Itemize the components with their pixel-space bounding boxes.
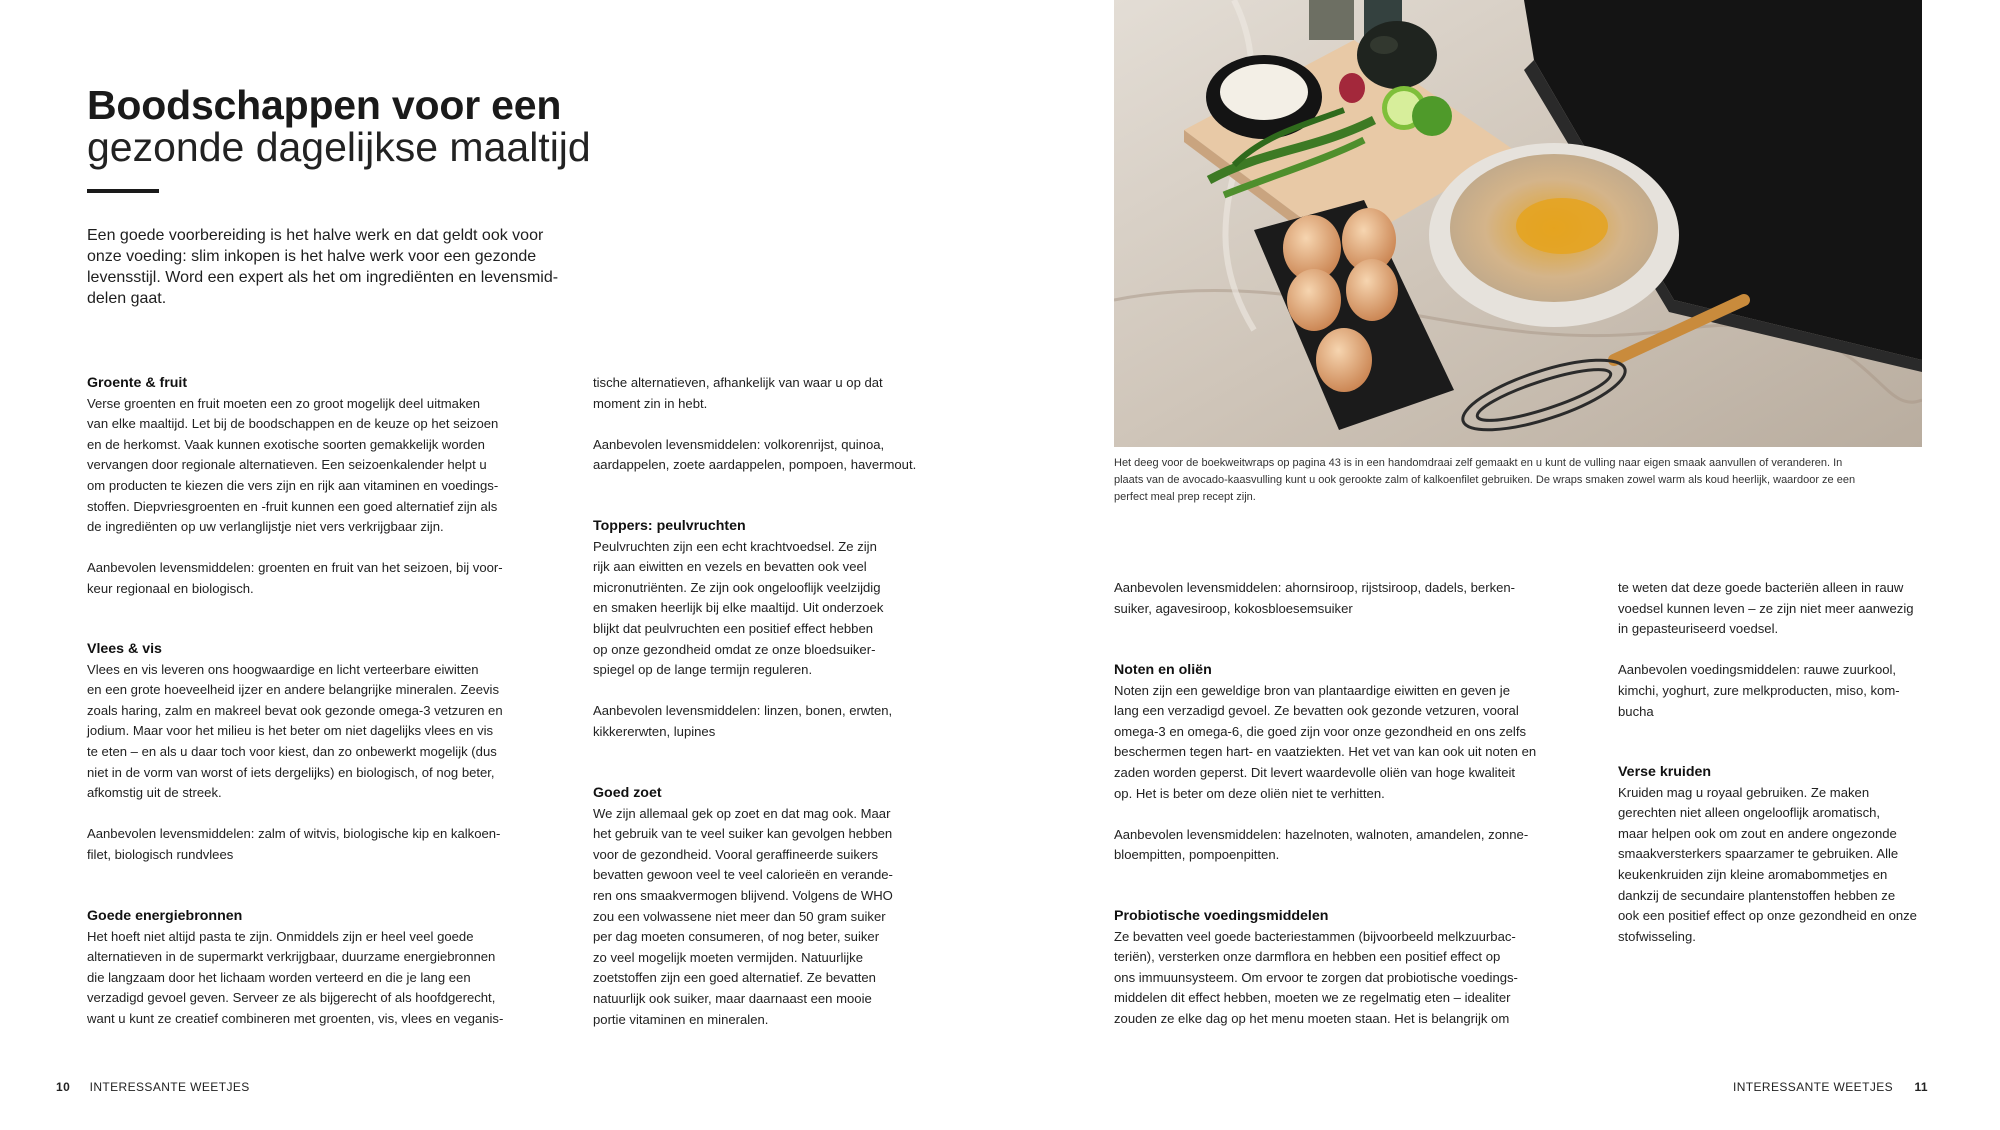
body-line: zoals haring, zalm en makreel bevat ook gezonde omega-3 vetzuren en <box>87 702 503 718</box>
recommended-foods <box>593 701 1063 742</box>
page-title-light: gezonde dagelijkse maaltijd <box>87 124 591 170</box>
body-line: niet in de vorm van worst of iets dergelijks) en biologisch, of nog beter, <box>87 764 495 780</box>
body-line: voedsel kunnen leven – ze zijn niet meer aanwezig <box>1618 600 1914 616</box>
body-line: gerechten niet alleen ongelooflijk aromatisch, <box>1618 805 1881 821</box>
body-line: filet, biologisch rundvlees <box>87 846 234 862</box>
body-line: Aanbevolen levensmiddelen: hazelnoten, walnoten, amandelen, zonne- <box>1114 826 1529 842</box>
section-body <box>87 660 557 804</box>
body-line: kimchi, yoghurt, zure melkproducten, miso, kom- <box>1618 682 1900 698</box>
body-line: Aanbevolen levensmiddelen: linzen, bonen, erwten, <box>593 703 893 719</box>
body-line: ons immuunsysteem. Om ervoor te zorgen dat probiotische voedings- <box>1114 969 1518 985</box>
body-line: micronutriënten. Ze zijn ook ongelooflijk veelzijdig <box>593 579 881 595</box>
body-line: ook een positief effect op onze gezondheid en onze <box>1618 908 1917 924</box>
body-line: bloempitten, pompoenpitten. <box>1114 847 1280 863</box>
body-line: voor de gezondheid. Vooral geraffineerde suikers <box>593 846 879 862</box>
body-line: verzadigd gevoel geven. Serveer ze als bijgerecht of als hoofdgerecht, <box>87 990 496 1006</box>
section-heading: Toppers: peulvruchten <box>593 518 746 534</box>
section-body <box>1618 783 2000 948</box>
section-heading: Verse kruiden <box>1618 764 1712 780</box>
section-body <box>1114 927 1584 1030</box>
section-heading: Goed zoet <box>593 785 662 801</box>
body-line: op onze gezondheid omdat ze onze bloedsuiker- <box>593 641 876 657</box>
body-line: keur regionaal en biologisch. <box>87 580 254 596</box>
body-line: zoetstoffen zijn een goed alternatief. Ze bevatten <box>593 970 876 986</box>
footer-left <box>56 1080 250 1094</box>
section-probiotische-voedingsmiddelen <box>1114 906 1584 1030</box>
body-line: want u kunt ze creatief combineren met groenten, vis, vlees en veganis- <box>87 1010 504 1026</box>
title-underline <box>87 189 159 193</box>
body-line: teriën), versterken onze darmflora en hebben een positief effect op <box>1114 949 1501 965</box>
recommended-foods <box>1114 825 1584 866</box>
body-line: afkomstig uit de streek. <box>87 785 222 801</box>
body-line: Aanbevolen levensmiddelen: groenten en fruit van het seizoen, bij voor- <box>87 560 503 576</box>
body-line: middelen dit effect hebben, moeten we ze regelmatig eten – idealiter <box>1114 990 1511 1006</box>
body-line: beschermen tegen hart- en vaatziekten. Het vet van kan ook uit noten en <box>1114 744 1537 760</box>
intro-line: delen gaat. <box>87 290 167 307</box>
section-groente-fruit <box>87 373 557 600</box>
body-line: lang een verzadigd gevoel. Ze bevatten ook gezonde vetzuren, vooral <box>1114 703 1519 719</box>
body-line: ren ons smaakvermogen blijvend. Volgens de WHO <box>593 887 893 903</box>
body-line: stofwisseling. <box>1618 928 1696 944</box>
section-vlees-vis <box>87 639 557 866</box>
body-line: aardappelen, zoete aardappelen, pompoen, havermout. <box>593 457 917 473</box>
section-heading: Groente & fruit <box>87 375 188 391</box>
running-title-right: INTERESSANTE WEETJES <box>1733 1080 1894 1094</box>
body-line: Peulvruchten zijn een echt krachtvoedsel. Ze zijn <box>593 538 877 554</box>
body-line: Ze bevatten veel goede bacteriestammen (bijvoorbeeld melkzuurbac- <box>1114 928 1516 944</box>
body-line: omega-3 en omega-6, die goed zijn voor onze gezondheid en ons zelfs <box>1114 723 1526 739</box>
body-line: portie vitaminen en mineralen. <box>593 1011 769 1027</box>
body-line: Aanbevolen voedingsmiddelen: rauwe zuurkool, <box>1618 662 1897 678</box>
intro-line: Een goede voorbereiding is het halve werk en dat geldt ook voor <box>87 227 544 244</box>
body-line: en smaken heerlijk bij elke maaltijd. Uit onderzoek <box>593 600 884 616</box>
body-line: per dag moeten consumeren, of nog beter, suiker <box>593 929 880 945</box>
body-line: zo veel mogelijk moeten vermijden. Natuurlijke <box>593 949 863 965</box>
food-photo <box>1114 0 1922 447</box>
section-body <box>1114 681 1584 805</box>
body-line: het gebruik van te veel suiker kan gevolgen hebben <box>593 826 893 842</box>
body-line: suiker, agavesiroop, kokosbloesemsuiker <box>1114 600 1353 616</box>
section-peulvruchten <box>593 516 1063 743</box>
caption-line: plaats van de avocado-kaasvulling kunt u ook gerookte zalm of kalkoenfilet gebruiken. De wraps smaken zowel warm als koud heerlijk, waardoor ze een <box>1114 474 1856 486</box>
body-line: spiegel op de lange termijn reguleren. <box>593 662 813 678</box>
body-line: zouden ze elke dag op het menu moeten staan. Het is belangrijk om <box>1114 1010 1510 1026</box>
body-line: die langzaam door het lichaam worden verteerd en die je lang een <box>87 969 471 985</box>
body-line: Aanbevolen levensmiddelen: zalm of witvis, biologische kip en kalkoen- <box>87 826 501 842</box>
body-line: smaakversterkers spaarzamer te gebruiken. Alle <box>1618 846 1899 862</box>
body-line: om producten te kiezen die vers zijn en rijk aan vitaminen en voedings- <box>87 477 499 493</box>
caption-line: Het deeg voor de boekweitwraps op pagina 43 is in een handomdraai zelf gemaakt en u kunt de vulling naar eigen smaak aanvullen of veranderen. In <box>1114 457 1843 469</box>
section-body <box>87 927 557 1030</box>
section-verse-kruiden <box>1618 762 2000 947</box>
section-probio-continued <box>1618 578 2000 722</box>
intro-paragraph <box>87 225 567 309</box>
body-line: blijkt dat peulvruchten een positief effect hebben <box>593 620 874 636</box>
photo-caption <box>1114 455 1924 506</box>
section-body <box>593 804 1063 1031</box>
section-body <box>1618 578 2000 640</box>
section-heading: Probiotische voedingsmiddelen <box>1114 908 1329 924</box>
body-line: natuurlijk ook suiker, maar daarnaast een mooie <box>593 990 872 1006</box>
section-goede-energiebronnen <box>87 906 557 1030</box>
section-goed-zoet <box>593 783 1063 1030</box>
body-line: vervangen door regionale alternatieven. Een seizoenkalender helpt u <box>87 457 487 473</box>
body-line: Vlees en vis leveren ons hoogwaardige en licht verteerbare eiwitten <box>87 661 479 677</box>
body-line: en de herkomst. Vaak kunnen exotische soorten gemakkelijk worden <box>87 436 485 452</box>
body-line: Verse groenten en fruit moeten een zo groot mogelijk deel uitmaken <box>87 395 481 411</box>
caption-line: perfect meal prep recept zijn. <box>1114 491 1256 503</box>
body-line: bevatten gewoon veel te veel calorieën en verande- <box>593 867 893 883</box>
body-line: alternatieven in de supermarkt verkrijgbaar, duurzame energiebronnen <box>87 949 496 965</box>
body-line: te weten dat deze goede bacteriën alleen in rauw <box>1618 580 1904 595</box>
body-line: te eten – en als u daar toch voor kiest, dan zo onbewerkt mogelijk (dus <box>87 743 497 759</box>
recommended-foods <box>1114 578 1584 619</box>
body-line: bucha <box>1618 703 1654 719</box>
body-line: kikkererwten, lupines <box>593 723 716 739</box>
intro-line: onze voeding: slim inkopen is het halve werk voor een gezonde <box>87 248 537 265</box>
section-body <box>593 537 1063 681</box>
recommended-foods <box>593 435 1063 476</box>
body-line: tische alternatieven, afhankelijk van waar u op dat <box>593 375 883 390</box>
running-title-left: INTERESSANTE WEETJES <box>89 1080 250 1094</box>
body-line: Kruiden mag u royaal gebruiken. Ze maken <box>1618 784 1870 800</box>
section-heading: Vlees & vis <box>87 641 162 657</box>
body-line: op. Het is beter om deze oliën niet te verhitten. <box>1114 785 1385 801</box>
body-line: Het hoeft niet altijd pasta te zijn. Onmiddels zijn er heel veel goede <box>87 928 474 944</box>
body-line: jodium. Maar voor het milieu is het beter om niet dagelijks vlees en vis <box>87 723 494 739</box>
body-line: We zijn allemaal gek op zoet en dat mag ook. Maar <box>593 805 891 821</box>
body-line: maar helpen ook om zout en andere ongezonde <box>1618 825 1897 841</box>
body-line: keukenkruiden zijn kleine aromabommetjes en <box>1618 866 1888 882</box>
footer-right <box>1733 1080 1928 1094</box>
body-line: moment zin in hebt. <box>593 395 708 411</box>
body-line: Aanbevolen levensmiddelen: volkorenrijst, quinoa, <box>593 436 885 452</box>
body-line: Noten zijn een geweldige bron van plantaardige eiwitten en geven je <box>1114 682 1510 698</box>
body-line: in gepasteuriseerd voedsel. <box>1618 621 1779 637</box>
body-line: Aanbevolen levensmiddelen: ahornsiroop, rijstsiroop, dadels, berken- <box>1114 580 1516 595</box>
recommended-foods <box>1618 660 2000 722</box>
intro-line: levensstijl. Word een expert als het om ingrediënten en levensmid- <box>87 269 559 286</box>
body-line: van elke maaltijd. Let bij de boodschappen en de keuze op het seizoen <box>87 416 499 432</box>
body-line: stoffen. Diepvriesgroenten en -fruit kunnen een goed alternatief zijn als <box>87 498 498 514</box>
section-noten-olien <box>1114 660 1584 866</box>
section-energie-continued <box>593 373 1063 476</box>
recommended-foods <box>87 558 557 599</box>
section-zoet-continued <box>1114 578 1584 619</box>
food-photo-illustration <box>1114 0 1922 447</box>
body-line: zaden worden geperst. Dit levert waardevolle oliën van hoge kwaliteit <box>1114 764 1516 780</box>
body-line: rijk aan eiwitten en vezels en bevatten ook veel <box>593 559 867 575</box>
body-line: de ingrediënten op uw verlanglijstje niet vers verkrijgbaar zijn. <box>87 519 444 535</box>
page-number-left: 10 <box>56 1080 71 1094</box>
section-heading: Noten en oliën <box>1114 662 1212 678</box>
page-number-right: 11 <box>1914 1080 1928 1094</box>
section-body <box>593 373 1063 414</box>
section-body <box>87 394 557 538</box>
body-line: zou een volwassene niet meer dan 50 gram suiker <box>593 908 886 924</box>
recommended-foods <box>87 824 557 865</box>
section-heading: Goede energiebronnen <box>87 908 243 924</box>
body-line: dankzij de secundaire plantenstoffen hebben ze <box>1618 887 1896 903</box>
page-title-bold: Boodschappen voor een <box>87 82 562 128</box>
body-line: en een grote hoeveelheid ijzer en andere belangrijke mineralen. Zeevis <box>87 682 499 698</box>
